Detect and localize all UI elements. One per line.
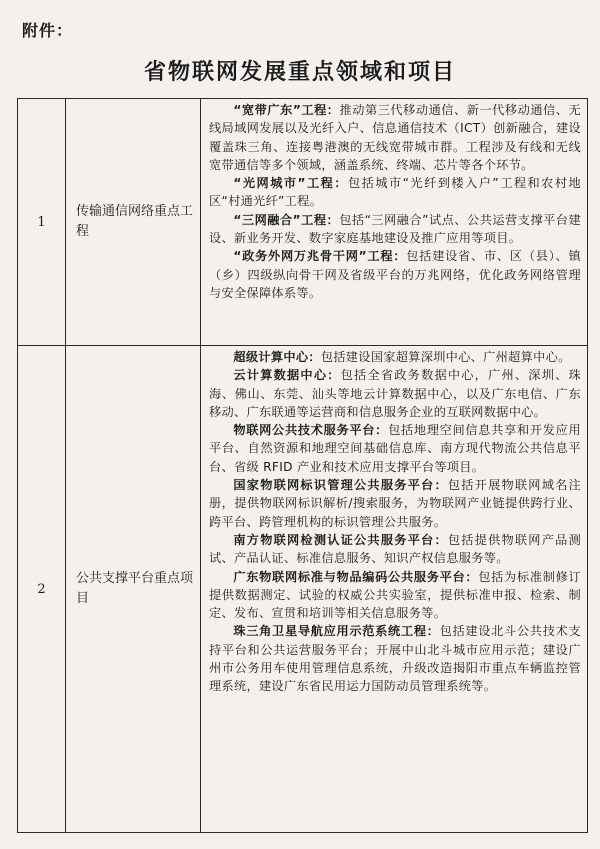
row-number-cell: 1 [18, 99, 66, 346]
table-row [18, 346, 588, 833]
project-item-body: 包括提供物联网产品测试、产品认证、标准信息服务、知识产权信息服务等。 [209, 532, 582, 566]
project-item-body: 包括建设省、市、区（县）、镇（乡）四级纵向骨干网及省级平台的万兆网络，优化政务网络管理与安全保障体系等。 [209, 249, 581, 300]
project-item-heading: 国家物联网标识管理公共服务平台： [233, 478, 448, 493]
project-name-cell: 公共支撑平台重点项目 [66, 346, 201, 833]
project-item-body: 包括建设北斗公共技术支持平台和公共运营服务平台；开展中山北斗城市应用示范；建设广州市公务用车使用管理信息系统，升级改造揭阳市重点车辆监控管理系统，建设广东省民用运力国防动员管理系统等。 [209, 624, 581, 694]
project-item-heading: 云计算数据中心： [233, 368, 341, 383]
project-item [209, 476, 581, 531]
project-name-cell: 传输通信网络重点工程 [66, 99, 201, 346]
attachment-label: 附件： [22, 21, 74, 40]
project-item [209, 366, 581, 421]
project-item-body: 推动第三代移动通信、新一代移动通信、无线局域网发展以及光纤入户、信息通信技术（ICT）创新融合，建设覆盖珠三角、连接粤港澳的无线宽带城市群。工程涉及有线和无线宽带通信等多个领域，涵盖系统、终端、芯片等各个环节。 [209, 103, 581, 172]
project-item-heading: “三网融合”工程： [233, 212, 340, 227]
document-title: 省物联网发展重点领域和项目 [143, 60, 456, 85]
project-item-heading: “政务外网万兆骨干网”工程： [233, 249, 407, 264]
project-item [209, 348, 581, 366]
project-item-body: 包括为标准制修订提供数据测定、试验的权威公共实验室，提供标准申报、检索、制定、发布、宣贯和培训等相关信息服务等。 [209, 569, 581, 621]
table-row [18, 99, 588, 346]
project-item [209, 531, 581, 568]
project-item-heading: “光网城市”工程： [233, 176, 348, 191]
project-item-body: 包括建设国家超算深圳中心、广州超算中心。 [320, 350, 571, 364]
projects-table [17, 98, 588, 833]
project-item-body: 包括全省政务数据中心，广州、深圳、珠海、佛山、东莞、汕头等地云计算数据中心，以及广东电信、广东移动、广东联通等运营商和信息服务企业的互联网数据中心。 [209, 368, 582, 419]
project-item [209, 421, 581, 476]
project-content-cell [201, 346, 588, 833]
project-item [209, 101, 581, 174]
project-item-heading: 物联网公共技术服务平台： [233, 423, 389, 438]
project-item-heading: 南方物联网检测认证公共服务平台： [233, 532, 448, 547]
project-item [209, 211, 581, 248]
project-item [209, 622, 581, 695]
project-item-body: 包括城市“光纤到楼入户”工程和农村地区“村通光纤”工程。 [209, 176, 581, 209]
project-item-body: 包括开展物联网域名注册，提供物联网标识解析/搜索服务，为物联网产业链提供跨行业、跨平台、跨管理机构的标识管理公共服务。 [209, 478, 582, 529]
project-item [209, 174, 581, 211]
project-item [209, 247, 581, 302]
project-item-body: 包括地理空间信息共享和开发应用平台、自然资源和地理空间基础信息库、南方现代物流公共信息平台、省级 RFID 产业和技术应用支撑平台等项目。 [209, 423, 581, 474]
project-item [209, 568, 581, 623]
project-item-heading: 广东物联网标准与物品编码公共服务平台： [233, 569, 479, 584]
project-item-body: 包括“三网融合”试点、公共运营支撑平台建设、新业务开发、数字家庭基地建设及推广应用等项目。 [209, 212, 581, 246]
project-item-heading: 珠三角卫星导航应用示范系统工程： [233, 624, 440, 639]
project-item-heading: “宽带广东”工程： [233, 103, 340, 117]
row-number-cell: 2 [18, 346, 66, 833]
project-item-heading: 超级计算中心： [233, 350, 321, 364]
project-content-cell [201, 99, 588, 346]
